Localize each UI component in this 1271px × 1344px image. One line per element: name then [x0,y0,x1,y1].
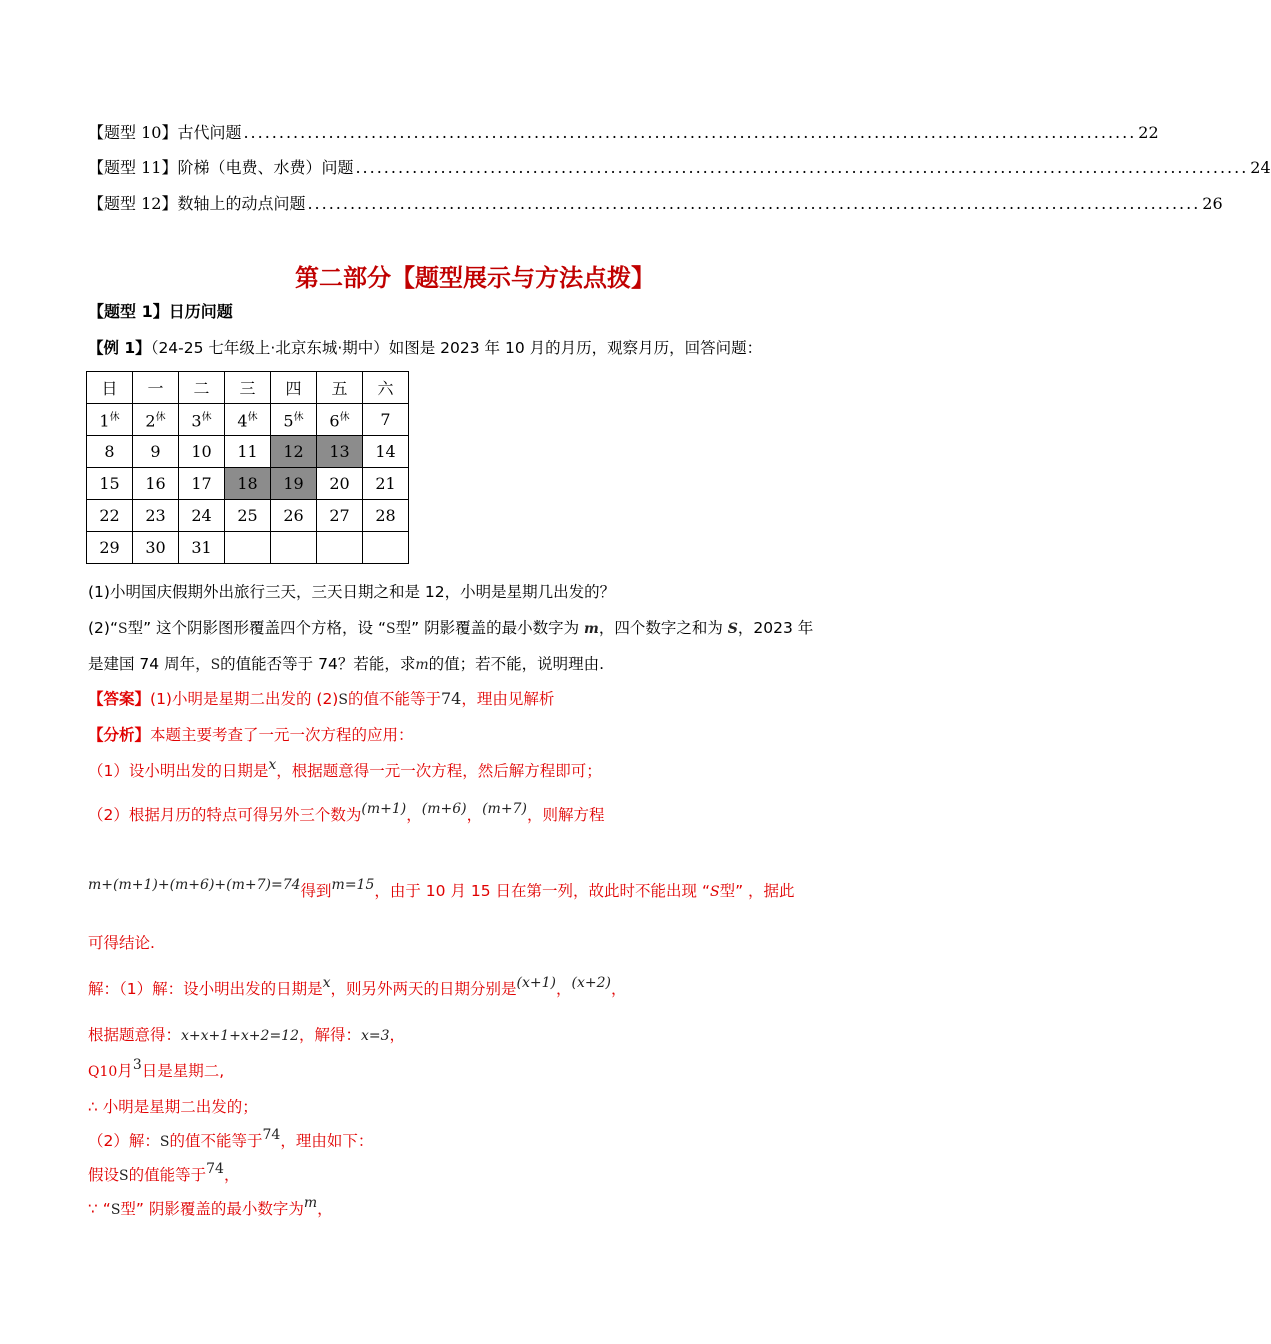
weekday-header: 二 [179,372,225,404]
calendar-cell: $3^休$ [179,404,225,436]
calendar-cell: $5^休$ [271,404,317,436]
calendar-row [87,468,409,500]
toc-leader: .............................................................................................................................. [243,123,1137,142]
calendar-cell: 10 [179,436,225,468]
analysis-heading: 【分析】本题主要考查了一元一次方程的应用： [88,726,414,744]
toc-page: 24 [1250,158,1271,177]
calendar-cell: $2^休$ [133,404,179,436]
analysis-step-2: （2）根据月历的特点可得另外三个数为(m+1)，(m+6)，(m+7)，则解方程 [88,801,605,824]
calendar-cell: 22 [87,500,133,532]
calendar-cell: 21 [363,468,409,500]
calendar-row [87,404,409,436]
solution-step-1: 解：（1）解：设小明出发的日期是x，则另外两天的日期分别是(x+1)，(x+2)， [88,975,627,998]
calendar-cell-shaded: 19 [271,468,317,500]
toc-page: 22 [1138,123,1159,142]
calendar-cell: 25 [225,500,271,532]
question-1: (1)小明国庆假期外出旅行三天，三天日期之和是 12，小明是星期几出发的？ [88,583,616,601]
weekday-header: 四 [271,372,317,404]
weekday-header: 五 [317,372,363,404]
calendar-cell [317,532,363,564]
toc-entry[interactable] [88,155,1271,179]
calendar-cell [363,532,409,564]
calendar-cell: 29 [87,532,133,564]
calendar-cell: 28 [363,500,409,532]
weekday-header: 三 [225,372,271,404]
calendar-cell: 23 [133,500,179,532]
calendar-cell [225,532,271,564]
toc-entry[interactable] [88,191,1223,215]
calendar-cell: 30 [133,532,179,564]
answer-line: 【答案】(1)小明是星期二出发的 (2)S的值不能等于74，理由见解析 [88,689,555,708]
calendar-row [87,532,409,564]
toc-label: 【题型 11】阶梯（电费、水费）问题 [88,158,354,177]
calendar-cell: 8 [87,436,133,468]
weekday-header: 日 [87,372,133,404]
analysis-step-1: （1）设小明出发的日期是x，根据题意得一元一次方程，然后解方程即可； [88,757,602,780]
calendar-cell: 11 [225,436,271,468]
calendar-cell: $1^休$ [87,404,133,436]
solution-conclusion: ∴ 小明是星期二出发的； [88,1098,258,1116]
solution-since: ∵ “S型” 阴影覆盖的最小数字为m， [88,1195,333,1218]
calendar-cell: 14 [363,436,409,468]
calendar-cell: 16 [133,468,179,500]
toc-label: 【题型 12】数轴上的动点问题 [88,194,306,213]
solution-reason: Q10月3日是星期二, [88,1057,225,1080]
calendar-cell: 26 [271,500,317,532]
calendar-cell-shaded: 18 [225,468,271,500]
weekday-header: 六 [363,372,409,404]
calendar-cell: $4^休$ [225,404,271,436]
calendar-table [86,371,409,564]
solution-assume: 假设S的值能等于74， [88,1161,240,1184]
analysis-conclusion: 可得结论. [88,934,155,952]
solution-step-2: （2）解：S的值不能等于74，理由如下： [88,1127,374,1150]
weekday-header: 一 [133,372,179,404]
calendar-row [87,436,409,468]
example-label: 【例 1】 [88,339,151,357]
example-line [88,337,762,359]
calendar-cell: 20 [317,468,363,500]
calendar-cell-shaded: 13 [317,436,363,468]
example-text: （24-25 七年级上·北京东城·期中）如图是 2023 年 10 月的月历，观察月历，回答问题： [150,339,763,357]
question-2-line1: (2)“S型” 这个阴影图形覆盖四个方格，设 “S型” 阴影覆盖的最小数字为 m，四个数字之和为 S，2023 年 [88,619,814,637]
calendar-cell: 17 [179,468,225,500]
calendar-header-row [87,372,409,404]
toc-entry[interactable] [88,120,1159,144]
question-2-line2: 是建国 74 周年，S的值能否等于 74？若能，求m的值；若不能，说明理由. [88,655,605,673]
analysis-equation-line: m+(m+1)+(m+6)+(m+7)=74得到m=15，由于 10 月 15 日在第一列，故此时不能出现 “S型” ，据此 [88,877,795,900]
part-title: 第二部分【题型展示与方法点拨】 [295,264,655,292]
type-heading: 【题型 1】日历问题 [88,302,233,321]
toc-page: 26 [1202,194,1223,213]
calendar-cell [271,532,317,564]
calendar-cell: 27 [317,500,363,532]
calendar-row [87,500,409,532]
calendar-cell: 24 [179,500,225,532]
calendar-cell: 31 [179,532,225,564]
toc-leader: .............................................................................................................................. [307,194,1201,213]
solution-equation: 根据题意得：x+x+1+x+2=12，解得：x=3， [88,1026,406,1044]
calendar-cell: 15 [87,468,133,500]
toc-leader: .............................................................................................................................. [355,158,1249,177]
toc-label: 【题型 10】古代问题 [88,123,242,142]
calendar-cell: 9 [133,436,179,468]
calendar-cell: 7 [363,404,409,436]
calendar-cell: $6^休$ [317,404,363,436]
calendar-cell-shaded: 12 [271,436,317,468]
